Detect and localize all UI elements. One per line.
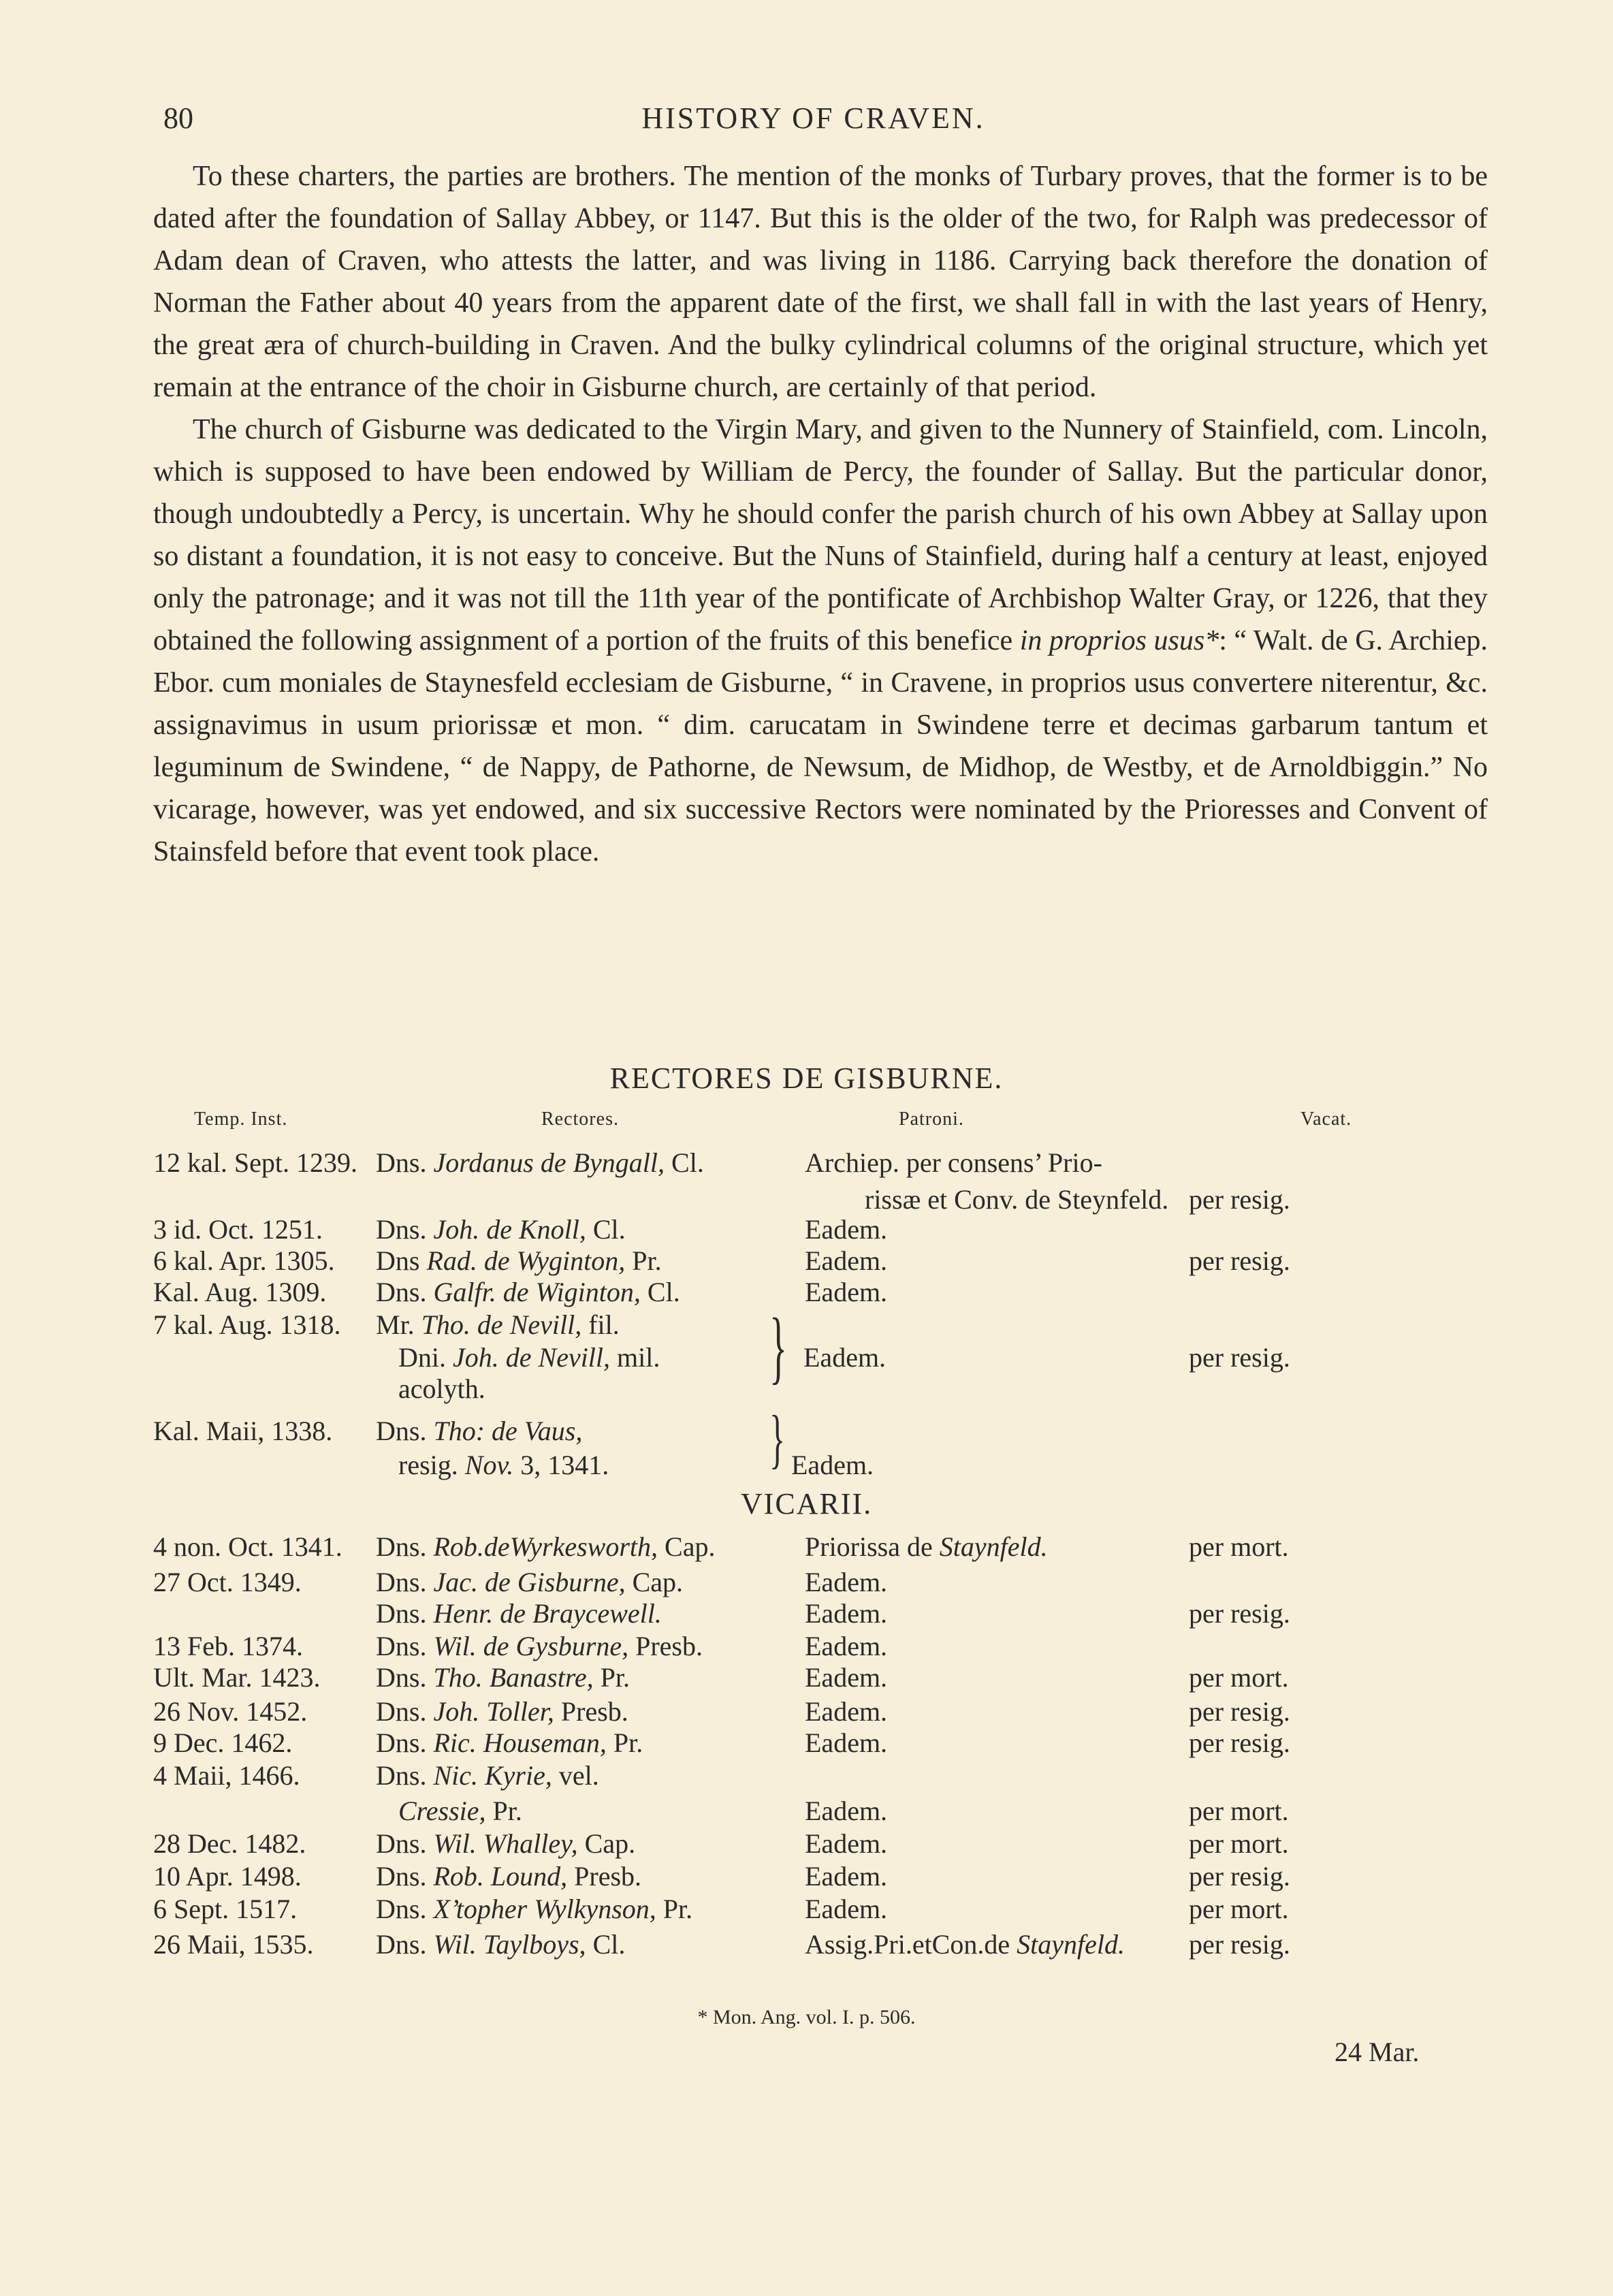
incumbent-name	[398, 1795, 522, 1827]
inst-date: 3 id. Oct. 1251.	[153, 1214, 323, 1245]
patron	[805, 1928, 1125, 1960]
vacat: per resig.	[1189, 1184, 1290, 1215]
person-name: Tho. de Nevill,	[421, 1309, 582, 1340]
inst-date: 28 Dec. 1482.	[153, 1828, 306, 1859]
brace-vaus: }	[769, 1402, 786, 1475]
footnote: * Mon. Ang. vol. I. p. 506.	[697, 2006, 916, 2028]
title-prefix: Dns.	[376, 1214, 427, 1245]
title-suffix: Cl.	[671, 1147, 704, 1178]
vacat: per resig.	[1189, 1598, 1290, 1629]
person-name: Wil. de Gysburne,	[433, 1631, 629, 1661]
title-prefix: Dns.	[376, 1567, 427, 1597]
title-suffix: fil.	[588, 1309, 620, 1340]
title-prefix: Dns.	[376, 1531, 427, 1562]
person-name: Joh. Toller,	[433, 1696, 554, 1727]
patron	[803, 1341, 886, 1373]
vacat: per resig.	[1189, 1929, 1290, 1960]
patron-text: Eadem.	[805, 1861, 888, 1892]
patron-text: Eadem.	[805, 1277, 888, 1307]
patron	[805, 1147, 1102, 1179]
patron-text: Eadem.	[805, 1894, 888, 1924]
patron	[865, 1183, 1168, 1215]
col-head-rectores: Rectores.	[541, 1109, 619, 1130]
patron-text: Eadem.	[805, 1828, 888, 1859]
inst-date: 7 kal. Aug. 1318.	[153, 1309, 341, 1340]
incumbent-name	[398, 1373, 485, 1405]
title-suffix: mil.	[617, 1342, 660, 1373]
rector-row	[0, 1373, 1613, 1412]
inst-date: 26 Maii, 1535.	[153, 1929, 314, 1960]
inst-date: Kal. Aug. 1309.	[153, 1277, 327, 1307]
person-name: Ric. Houseman,	[433, 1727, 607, 1758]
title-prefix: Dns.	[376, 1894, 427, 1924]
catchword: 24 Mar.	[1335, 2037, 1420, 2067]
title-suffix: Pr.	[662, 1894, 693, 1924]
title-prefix: Mr.	[376, 1309, 415, 1340]
patron	[805, 1531, 1048, 1563]
incumbent-name	[376, 1893, 692, 1925]
vacat: per resig.	[1189, 1342, 1290, 1373]
vicar-row	[0, 1531, 1613, 1570]
vacat: per mort.	[1189, 1796, 1289, 1826]
person-name: Galfr. de Wiginton,	[433, 1277, 641, 1307]
patron-text: Eadem.	[791, 1450, 874, 1480]
patron	[805, 1597, 887, 1629]
incumbent-name	[376, 1828, 635, 1860]
vicar-row	[0, 1759, 1613, 1799]
person-name: Henr. de Braycewell.	[433, 1598, 662, 1629]
paragraph-1: To these charters, the parties are brothers. The mention of the monks of Turbary proves, that the former is to be dated after the foundation of Sallay Abbey, or 1147. But this is the older of the two, for Ralph was predecessor of Adam dean of Craven, who attests the latter, and was living in 1186. Carrying back therefore the donation of Norman the Father about 40 years from the apparent date of the first, we shall fall in with the last years of Henry, the great æra of church-building in Craven. And the bulky cylindrical columns of the original structure, which yet remain at the entrance of the choir in Gisburne church, are certainly of that period.	[153, 161, 1488, 403]
inst-date: 9 Dec. 1462.	[153, 1727, 293, 1758]
page-header	[150, 101, 1477, 142]
title-prefix: Dns.	[376, 1828, 427, 1859]
title-prefix: Dns.	[376, 1277, 427, 1307]
person-name: Joh. de Knoll,	[433, 1214, 586, 1245]
title-prefix: Dni.	[398, 1342, 446, 1373]
title-prefix: Dns.	[376, 1147, 427, 1178]
vacat: per mort.	[1189, 1662, 1289, 1693]
title-suffix: 3, 1341.	[520, 1450, 609, 1480]
patron-text: Eadem.	[805, 1631, 888, 1661]
title-suffix: Pr.	[600, 1662, 630, 1693]
paragraph-2	[153, 409, 1488, 873]
rector-row	[0, 1147, 1613, 1186]
patron	[805, 1566, 887, 1598]
rector-row	[0, 1449, 1613, 1488]
person-name: Jordanus de Byngall,	[433, 1147, 665, 1178]
title-prefix: Dns.	[376, 1696, 427, 1727]
title-prefix: resig.	[398, 1450, 458, 1480]
patron	[805, 1661, 887, 1693]
patron-place: Staynfeld.	[939, 1531, 1048, 1562]
patron-text: Eadem.	[803, 1342, 887, 1373]
person-name: Cressie,	[398, 1796, 486, 1826]
patron-text: Eadem.	[805, 1214, 888, 1245]
vacat: per mort.	[1189, 1894, 1289, 1924]
vicar-row	[0, 1893, 1613, 1932]
patron	[805, 1276, 887, 1308]
incumbent-name	[376, 1630, 703, 1662]
incumbent-name	[376, 1531, 715, 1563]
patron-text: rissæ et Conv. de Steynfeld.	[865, 1184, 1169, 1215]
col-head-vacat: Vacat.	[1300, 1109, 1352, 1130]
incumbent-name	[376, 1147, 704, 1179]
patron-text: Eadem.	[805, 1567, 888, 1597]
patron	[805, 1795, 887, 1827]
vacat: per mort.	[1189, 1531, 1289, 1562]
rectores-title: RECTORES DE GISBURNE.	[609, 1062, 1004, 1095]
title-suffix: Cl.	[592, 1929, 626, 1960]
title-suffix: Pr.	[632, 1245, 662, 1276]
patron-place: Staynfeld.	[1017, 1929, 1125, 1960]
patron	[805, 1893, 887, 1925]
inst-date: 12 kal. Sept. 1239.	[153, 1147, 357, 1178]
patron-text: Archiep. per consens’ Prio-	[805, 1147, 1102, 1178]
person-name: X’topher Wylkynson,	[433, 1894, 656, 1924]
title-prefix: acolyth.	[398, 1373, 485, 1404]
title-suffix: Cap.	[665, 1531, 716, 1562]
inst-date: 13 Feb. 1374.	[153, 1631, 303, 1661]
title-suffix: Pr.	[613, 1727, 643, 1758]
patron	[805, 1630, 887, 1662]
incumbent-name	[376, 1309, 620, 1341]
patron-text: Eadem.	[805, 1662, 888, 1693]
patron	[805, 1213, 887, 1245]
column-headers	[0, 1109, 1613, 1136]
page-number: 80	[163, 101, 193, 135]
patron-text: Priorissa de	[805, 1531, 933, 1562]
patron	[805, 1727, 887, 1759]
paragraph-2-text: The church of Gisburne was dedicated to the Virgin Mary, and given to the Nunnery of Stainfield, com. Lincoln, which is supposed to have been endowed by William de Percy, the founder of Sallay. But the particular donor, though undoubtedly a Percy, is uncertain. Why he should confer the parish church of his own Abbey at Sallay upon so distant a foundation, it is not easy to conceive. But the Nuns of Stainfield, during half a century at least, enjoyed only the patronage; and it was not till the 11th year of the pontificate of Archbishop Walter Gray, or 1226, that they obtained the following assignment of a portion of the fruits of this benefice	[153, 414, 1488, 656]
title-suffix: Cl.	[647, 1277, 680, 1307]
inst-date: 27 Oct. 1349.	[153, 1567, 302, 1597]
patron	[805, 1695, 887, 1727]
col-head-temp-inst: Temp. Inst.	[194, 1109, 288, 1130]
incumbent-name	[376, 1415, 582, 1447]
title-prefix: Dns.	[376, 1662, 427, 1693]
incumbent-name	[398, 1449, 609, 1481]
brace-nevill: }	[769, 1301, 787, 1392]
incumbent-name	[376, 1245, 662, 1277]
inst-date: 6 kal. Apr. 1305.	[153, 1245, 335, 1276]
title-prefix: Dns.	[376, 1929, 427, 1960]
footnote-mark: *	[1204, 625, 1219, 656]
patron-text: Eadem.	[805, 1245, 888, 1276]
title-suffix: Presb.	[635, 1631, 703, 1661]
person-name: Tho. Banastre,	[433, 1662, 594, 1693]
title-prefix: Dns.	[376, 1861, 427, 1892]
title-prefix: Dns.	[376, 1631, 427, 1661]
running-title: HISTORY OF CRAVEN.	[641, 101, 985, 135]
incumbent-name	[376, 1928, 625, 1960]
title-prefix: Dns.	[376, 1727, 427, 1758]
person-name: Nic. Kyrie,	[433, 1760, 552, 1791]
person-name: Wil. Taylboys,	[433, 1929, 586, 1960]
incumbent-name	[376, 1759, 599, 1791]
incumbent-name	[376, 1276, 680, 1308]
incumbent-name	[376, 1213, 626, 1245]
vacat: per resig.	[1189, 1696, 1290, 1727]
patron-text: Assig.Pri.etCon.de	[805, 1929, 1010, 1960]
col-head-patroni: Patroni.	[899, 1109, 964, 1130]
inst-date: 26 Nov. 1452.	[153, 1696, 308, 1727]
inst-date: 10 Apr. 1498.	[153, 1861, 302, 1892]
incumbent-name	[376, 1860, 641, 1892]
incumbent-name	[376, 1727, 643, 1759]
person-name: Wil. Whalley,	[433, 1828, 578, 1859]
person-name: Tho: de Vaus,	[433, 1416, 583, 1446]
person-name: Rob.deWyrkesworth,	[433, 1531, 658, 1562]
paragraph-2-quote: : “ Walt. de G. Archiep. Ebor. cum moniales de Staynesfeld ecclesiam de Gisburne, “ in Cravene, in proprios usus convertere niterentur, &c. assignavimus in usum priorissæ et mon. “ dim. carucatam in Swindene terre et decimas garbarum tantum et leguminum de Swindene, “ de Nappy, de Pathorne, de Newsum, de Midhop, de Westby, et de Arnoldbiggin.” No vicarage, however, was yet endowed, and six successive Rectors were nominated by the Prioresses and Convent of Stainsfeld before that event took place.	[153, 625, 1488, 867]
title-suffix: Cl.	[592, 1214, 626, 1245]
title-suffix: Pr.	[492, 1796, 522, 1826]
patron	[805, 1245, 887, 1277]
vicarii-title: VICARII.	[740, 1487, 873, 1520]
incumbent-name	[376, 1695, 628, 1727]
title-prefix: Dns.	[376, 1598, 427, 1629]
incumbent-name	[398, 1341, 660, 1373]
vacat: per resig.	[1189, 1245, 1290, 1276]
inst-date: 4 non. Oct. 1341.	[153, 1531, 342, 1562]
title-prefix: Dns.	[376, 1760, 427, 1791]
title-suffix: Presb.	[574, 1861, 642, 1892]
title-suffix: vel.	[558, 1760, 599, 1791]
vicar-row	[0, 1928, 1613, 1968]
vacat: per resig.	[1189, 1861, 1290, 1892]
incumbent-name	[376, 1566, 683, 1598]
title-suffix: Presb.	[560, 1696, 628, 1727]
paragraph-2-italic: in proprios usus	[1019, 625, 1205, 656]
patron-text: Eadem.	[805, 1696, 888, 1727]
patron-text: Eadem.	[805, 1598, 888, 1629]
patron	[805, 1860, 887, 1892]
patron	[791, 1449, 874, 1481]
person-name: Rad. de Wyginton,	[426, 1245, 626, 1276]
person-name: Rob. Lound,	[433, 1861, 568, 1892]
inst-date: 4 Maii, 1466.	[153, 1760, 300, 1791]
vacat: per resig.	[1189, 1727, 1290, 1758]
patron-text: Eadem.	[805, 1727, 888, 1758]
vacat: per mort.	[1189, 1828, 1289, 1859]
inst-date: Ult. Mar. 1423.	[153, 1662, 321, 1693]
person-name: Jac. de Gisburne,	[433, 1567, 626, 1597]
incumbent-name	[376, 1597, 662, 1629]
inst-date: Kal. Maii, 1338.	[153, 1416, 333, 1446]
title-prefix: Dns.	[376, 1416, 427, 1446]
title-suffix: Cap.	[584, 1828, 636, 1859]
patron	[805, 1828, 887, 1860]
incumbent-name	[376, 1661, 630, 1693]
title-suffix: Cap.	[632, 1567, 684, 1597]
body-text	[153, 155, 1488, 873]
title-prefix: Dns	[376, 1245, 420, 1276]
inst-date: 6 Sept. 1517.	[153, 1894, 298, 1924]
patron-text: Eadem.	[805, 1796, 888, 1826]
person-name: Nov.	[464, 1450, 514, 1480]
person-name: Joh. de Nevill,	[453, 1342, 611, 1373]
